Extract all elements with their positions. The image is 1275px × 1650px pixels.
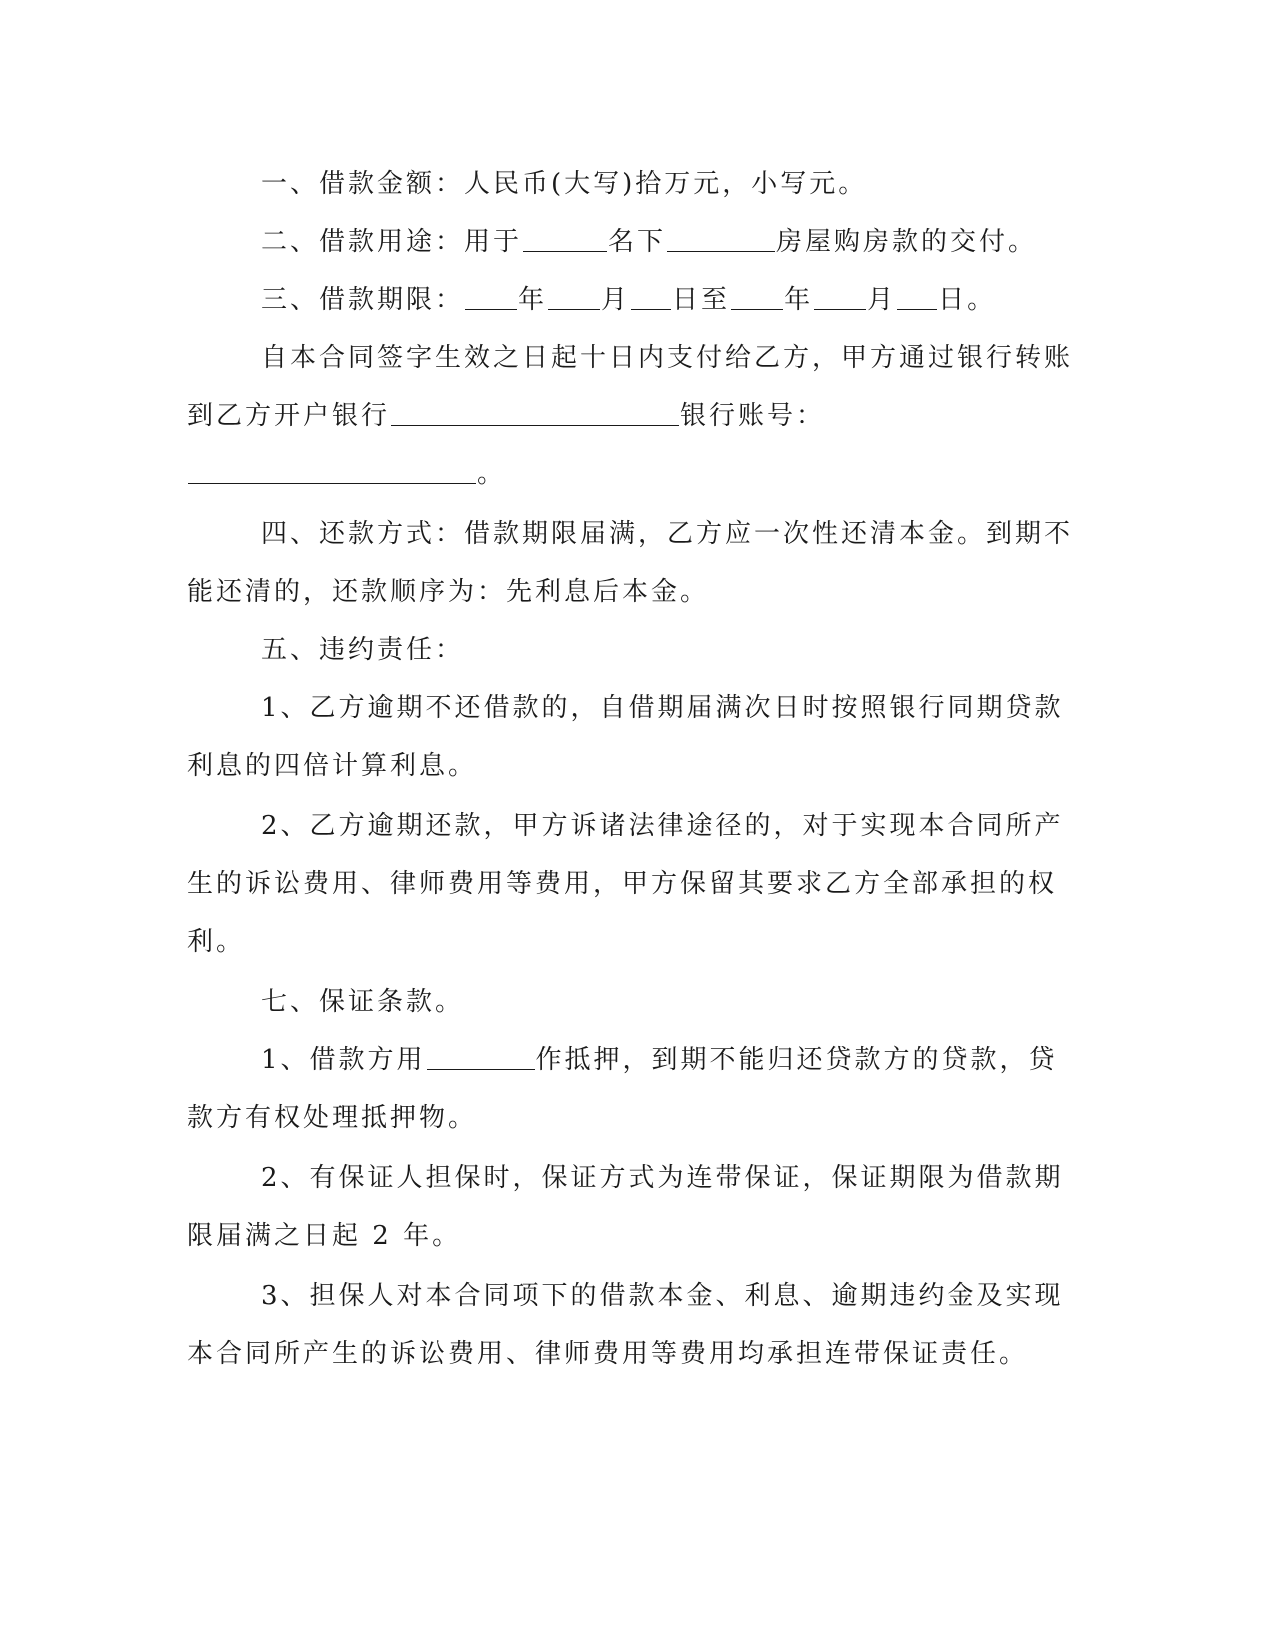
clause-text: 2、乙方逾期还款，甲方诉诸法律途径的，对于实现本合同所产 [261, 811, 1064, 841]
clause-text: 日至 [672, 285, 731, 315]
clause-loan-amount [261, 164, 867, 204]
paragraph-bank [187, 396, 825, 436]
clause-text: 日。 [938, 285, 997, 315]
blank-field[interactable] [897, 283, 937, 310]
clause-text: 款方有权处理抵押物。 [187, 1103, 478, 1133]
liability-item-2 [261, 806, 1064, 846]
clause-loan-purpose [261, 222, 1037, 262]
clause-text: 1、乙方逾期不还借款的，自借期届满次日时按照银行同期贷款 [261, 693, 1064, 723]
clause-text: 五、违约责任： [261, 635, 465, 665]
clause-text: 本合同所产生的诉讼费用、律师费用等费用均承担连带保证责任。 [187, 1339, 1029, 1369]
blank-field[interactable] [667, 225, 775, 252]
clause-text: 3、担保人对本合同项下的借款本金、利息、逾期违约金及实现 [261, 1281, 1064, 1311]
guarantee-item-3-cont [187, 1334, 1028, 1374]
clause-text: 利。 [187, 927, 246, 957]
clause-loan-term [261, 280, 996, 320]
guarantee-item-3 [261, 1276, 1064, 1316]
clause-text: 七、保证条款。 [261, 987, 465, 1017]
paragraph-text: 。 [477, 459, 507, 489]
paragraph-text: 自本合同签字生效之日起十日内支付给乙方，甲方通过银行转账 [261, 343, 1074, 373]
clause-text: 利息的四倍计算利息。 [187, 751, 478, 781]
clause-text: 月 [601, 285, 631, 315]
clause-text: 年 [784, 285, 814, 315]
clause-text: 名下 [608, 227, 667, 257]
clause-text: 一、借款金额：人民币(大写)拾万元，小写元。 [261, 169, 868, 199]
account-number-blank[interactable] [188, 457, 476, 484]
liability-item-1 [261, 688, 1064, 728]
collateral-blank[interactable] [427, 1043, 535, 1070]
clause-text: 年 [518, 285, 548, 315]
clause-guarantee-heading [261, 982, 464, 1022]
clause-liability-heading [261, 630, 464, 670]
clause-text: 二、借款用途：用于 [261, 227, 523, 257]
clause-text: 生的诉讼费用、律师费用等费用，甲方保留其要求乙方全部承担的权 [187, 869, 1058, 899]
clause-repayment [261, 514, 1073, 554]
liability-item-1-cont [187, 746, 477, 786]
guarantee-item-2 [261, 1158, 1064, 1198]
liability-item-2-end [187, 922, 245, 962]
guarantee-item-2-cont [187, 1216, 461, 1256]
clause-text: 限届满之日起 2 年。 [187, 1221, 462, 1251]
guarantee-item-1 [261, 1040, 1058, 1080]
clause-text: 能还清的，还款顺序为：先利息后本金。 [187, 577, 710, 607]
clause-text: 月 [867, 285, 897, 315]
clause-text: 1、借款方用 [261, 1045, 426, 1075]
liability-item-2-cont [187, 864, 1057, 904]
blank-field[interactable] [548, 283, 600, 310]
blank-field[interactable] [631, 283, 671, 310]
clause-repayment-cont [187, 572, 709, 612]
blank-field[interactable] [523, 225, 607, 252]
clause-text: 作抵押，到期不能归还贷款方的贷款，贷 [535, 1045, 1058, 1075]
guarantee-item-1-cont [187, 1098, 477, 1138]
bank-name-blank[interactable] [391, 399, 679, 426]
blank-field[interactable] [814, 283, 866, 310]
paragraph-account [187, 454, 506, 494]
paragraph-text: 到乙方开户银行 [187, 401, 391, 431]
paragraph-text: 银行账号： [680, 401, 826, 431]
clause-text: 2、有保证人担保时，保证方式为连带保证，保证期限为借款期 [261, 1163, 1064, 1193]
clause-text: 房屋购房款的交付。 [776, 227, 1038, 257]
blank-field[interactable] [731, 283, 783, 310]
clause-text: 三、借款期限： [261, 285, 465, 315]
paragraph-payment [261, 338, 1073, 378]
clause-text: 四、还款方式：借款期限届满，乙方应一次性还清本金。到期不 [261, 519, 1074, 549]
blank-field[interactable] [465, 283, 517, 310]
